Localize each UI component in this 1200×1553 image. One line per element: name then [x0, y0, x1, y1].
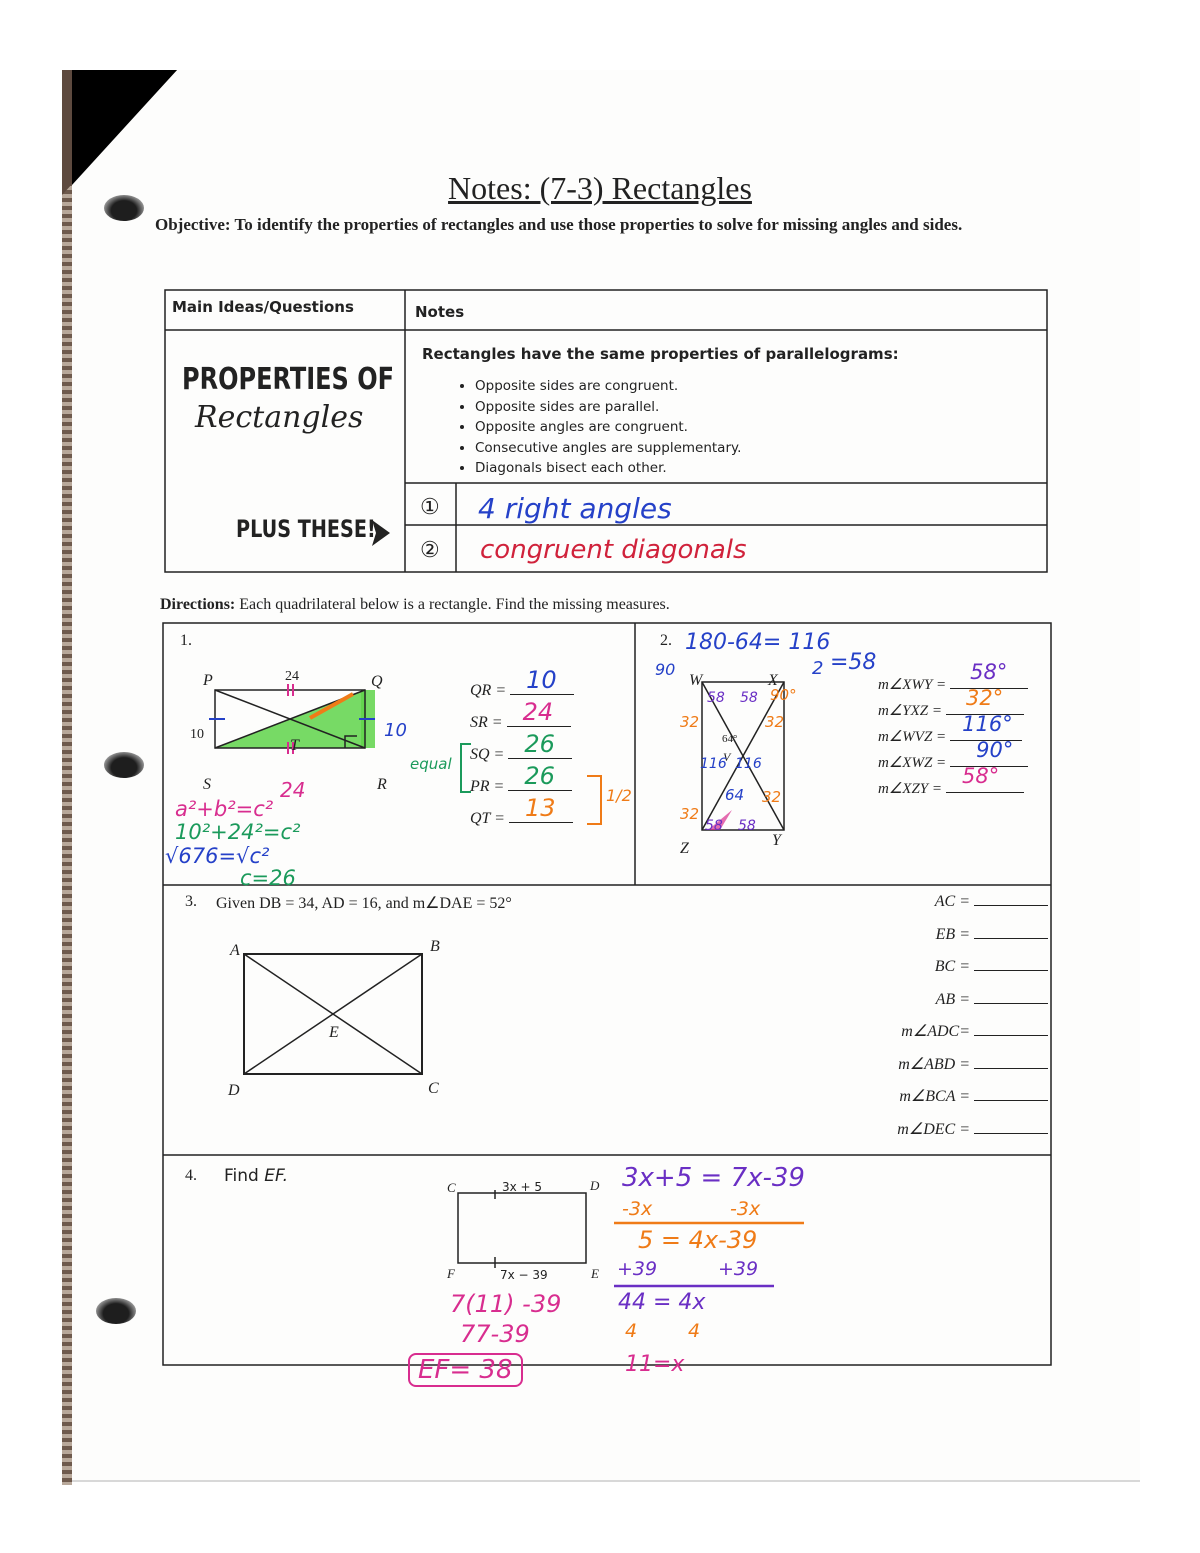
work-line: √676=√c²: [165, 844, 270, 868]
directions: [160, 596, 670, 614]
vertex-f: F: [447, 1266, 455, 1281]
answer-label: m∠BCA =: [899, 1088, 970, 1105]
col-notes-header: Notes: [415, 303, 465, 321]
half-bracket: [583, 772, 607, 828]
mark-58: 58: [707, 690, 725, 706]
vertex-a: A: [230, 942, 240, 959]
properties-intro: Rectangles have the same properties of parallelograms:: [422, 345, 899, 363]
page-title: Notes: (7-3) Rectangles: [448, 170, 752, 206]
answer-label: BC =: [934, 958, 970, 975]
answer-blank[interactable]: [974, 1086, 1048, 1101]
work-equation: 3x+5 = 7x-39: [622, 1163, 805, 1193]
answer-row: [868, 924, 1048, 957]
answer-value: 116°: [962, 712, 1013, 736]
extra-property-2: congruent diagonals: [480, 535, 747, 565]
work-subtract-left: -3x: [622, 1198, 653, 1220]
answer-blank[interactable]: [974, 1054, 1048, 1069]
vertex-d: D: [228, 1082, 240, 1099]
answer-blank[interactable]: [974, 891, 1048, 906]
work-divisor: 2: [812, 658, 824, 679]
directions-label: Directions:: [160, 596, 236, 613]
work-subtract-right: -3x: [730, 1198, 761, 1220]
vertex-p: P: [203, 672, 213, 689]
answer-blank[interactable]: [974, 1119, 1048, 1134]
hole-punch: [104, 752, 144, 778]
problem-3-answers: [868, 891, 1048, 1151]
problem-4-number: 4.: [185, 1167, 197, 1184]
work-divide-left: 4: [625, 1320, 638, 1342]
work-divide-right: 4: [688, 1320, 701, 1342]
top-side-expression: 3x + 5: [502, 1180, 543, 1194]
mark-58: 58: [738, 818, 756, 834]
vertex-z: Z: [680, 840, 689, 857]
answer-label: m∠WVZ =: [878, 729, 947, 745]
answer-label: PR =: [470, 778, 505, 795]
mark-116: 116: [735, 756, 762, 772]
answer-label: m∠ADC=: [901, 1023, 970, 1040]
problem-2-number: 2.: [660, 632, 672, 649]
list-item: • Opposite angles are congruent.: [475, 417, 741, 438]
mark-90-left: 90: [655, 660, 676, 679]
parallelogram-properties-list: [455, 376, 741, 479]
answer-value: 26: [524, 762, 555, 790]
problem-3-figure: [238, 948, 428, 1080]
vertex-x: X: [768, 672, 778, 689]
problem-3-number: 3.: [185, 893, 197, 910]
answer-row: [868, 1021, 1048, 1054]
vertex-e: E: [329, 1024, 339, 1041]
answer-label: SQ =: [470, 746, 505, 763]
answer-row: [878, 764, 1048, 802]
work-line: c=26: [240, 866, 296, 890]
answer-row: [878, 712, 1048, 750]
answer-blank[interactable]: [974, 956, 1048, 971]
properties-script: Rectangles: [195, 400, 364, 435]
answer-label: AC =: [934, 893, 970, 910]
plus-these-label: PLUS THESE!: [236, 515, 376, 543]
answer-label: m∠XZY =: [878, 781, 942, 797]
answer-label: QT =: [470, 810, 505, 827]
problem-2-answers: [878, 660, 1048, 802]
prompt-var: EF.: [264, 1166, 288, 1186]
calc-line-2: 77-39: [460, 1320, 530, 1348]
answer-row: [868, 1119, 1048, 1152]
vertex-y: Y: [772, 832, 781, 849]
mark-32: 32: [680, 713, 700, 731]
vertex-w: W: [689, 672, 703, 689]
answer-label: m∠XWZ =: [878, 755, 947, 771]
extra-property-1: 4 right angles: [478, 492, 672, 525]
vertex-q: Q: [371, 673, 383, 690]
arrow-right-icon: [370, 518, 392, 548]
answer-blank[interactable]: [510, 666, 574, 695]
mark-90-right: 90°: [770, 686, 797, 704]
answer-blank[interactable]: [974, 989, 1048, 1004]
mark-64: 64: [725, 786, 745, 804]
objective-label: Objective:: [155, 215, 231, 234]
problem-4-prompt: [224, 1166, 288, 1186]
answer-label: AB =: [935, 990, 970, 1008]
answer-blank[interactable]: [508, 730, 572, 759]
answer-row: [878, 660, 1048, 698]
mark-32: 32: [762, 788, 782, 806]
work-line: a²+b²=c²: [175, 797, 274, 821]
answer-value: 32°: [966, 686, 1004, 710]
problem-3-given: Given DB = 34, AD = 16, and m∠DAE = 52°: [216, 895, 512, 912]
vertex-d: D: [590, 1178, 600, 1193]
vertex-v: V: [723, 750, 731, 764]
vertex-c: C: [447, 1180, 456, 1195]
answer-blank[interactable]: [974, 924, 1048, 939]
work-result: =58: [830, 650, 877, 675]
mark-32: 32: [680, 805, 700, 823]
answer-value: 58°: [962, 764, 1000, 788]
mark-58: 58: [705, 818, 723, 834]
work-divider-line: [612, 1283, 777, 1289]
work-add-left: +39: [617, 1258, 658, 1280]
vertex-b: B: [430, 938, 440, 955]
answer-value: 10: [526, 666, 557, 694]
answer-row: [868, 956, 1048, 989]
binder-edge: [62, 70, 72, 1485]
vertex-r: R: [377, 776, 387, 793]
objective-text: To identify the properties of rectangles and use those properties to solve for missing angles and sides.: [234, 215, 963, 234]
extra-number-1: ①: [420, 494, 440, 519]
side-bottom-label: 24: [280, 778, 306, 802]
answer-blank[interactable]: [509, 794, 573, 823]
answer-label: m∠YXZ =: [878, 703, 942, 719]
list-item: • Consecutive angles are supplementary.: [475, 438, 741, 459]
answer-value: 13: [524, 794, 556, 822]
side-top-label: 24: [285, 669, 299, 684]
mark-116: 116: [700, 756, 727, 772]
side-left-label: 10: [190, 727, 204, 742]
rectangle-cdef: [458, 1193, 586, 1263]
hole-punch: [96, 1298, 136, 1324]
work-solution: 11=x: [625, 1352, 685, 1377]
directions-text: Each quadrilateral below is a rectangle. Find the missing measures.: [239, 596, 670, 613]
work-equation-2: 5 = 4x-39: [638, 1226, 758, 1254]
vertex-t: T: [290, 737, 299, 754]
extra-number-2: ②: [420, 537, 440, 562]
work-line: 10²+24²=c²: [175, 820, 301, 844]
answer-row: [868, 1054, 1048, 1087]
answer-label: m∠DEC =: [897, 1120, 970, 1138]
bottom-side-expression: 7x − 39: [500, 1268, 548, 1282]
answer-value: 26: [524, 730, 555, 758]
answer-value: 24: [522, 698, 554, 726]
prompt-text: Find: [224, 1166, 259, 1186]
answer-blank[interactable]: [974, 1021, 1048, 1036]
answer-row: [868, 1086, 1048, 1119]
objective: [155, 214, 1035, 236]
answer-row: [868, 989, 1048, 1022]
answer-label: QR =: [470, 682, 507, 699]
work-add-right: +39: [718, 1258, 759, 1280]
list-item: • Diagonals bisect each other.: [475, 458, 741, 479]
equal-bracket: [455, 740, 475, 796]
final-answer-box: EF= 38: [408, 1353, 523, 1387]
answer-blank[interactable]: [507, 698, 571, 727]
calc-line-1: 7(11) -39: [450, 1290, 562, 1318]
vertex-e: E: [591, 1266, 599, 1281]
answer-blank[interactable]: [508, 762, 572, 791]
half-note: 1/2: [606, 786, 632, 805]
answer-label: m∠ABD =: [898, 1055, 970, 1073]
list-item: • Opposite sides are parallel.: [475, 397, 741, 418]
problem-1-number: 1.: [180, 632, 192, 649]
work-equation-3: 44 = 4x: [618, 1290, 706, 1315]
answer-label: EB =: [935, 925, 970, 943]
answer-label: SR =: [470, 714, 503, 731]
mark-32: 32: [765, 713, 785, 731]
properties-heading: PROPERTIES OF: [182, 362, 394, 397]
angle-64-label: 64°: [722, 733, 738, 745]
answer-value: 58°: [970, 660, 1008, 684]
vertex-c: C: [428, 1080, 439, 1097]
answer-label: m∠XWY =: [878, 677, 947, 693]
answer-blank[interactable]: [946, 764, 1024, 793]
equal-note: equal: [410, 755, 452, 773]
side-right-label: 10: [384, 720, 407, 741]
list-item: • Opposite sides are congruent.: [475, 376, 741, 397]
mark-58: 58: [740, 690, 758, 706]
problem-4-figure: [455, 1190, 590, 1268]
answer-value: 90°: [976, 738, 1014, 762]
answer-row: [868, 891, 1048, 924]
col-main-ideas-header: Main Ideas/Questions: [172, 298, 354, 316]
work-top: 180-64= 116: [685, 630, 831, 655]
vertex-s: S: [203, 776, 211, 793]
